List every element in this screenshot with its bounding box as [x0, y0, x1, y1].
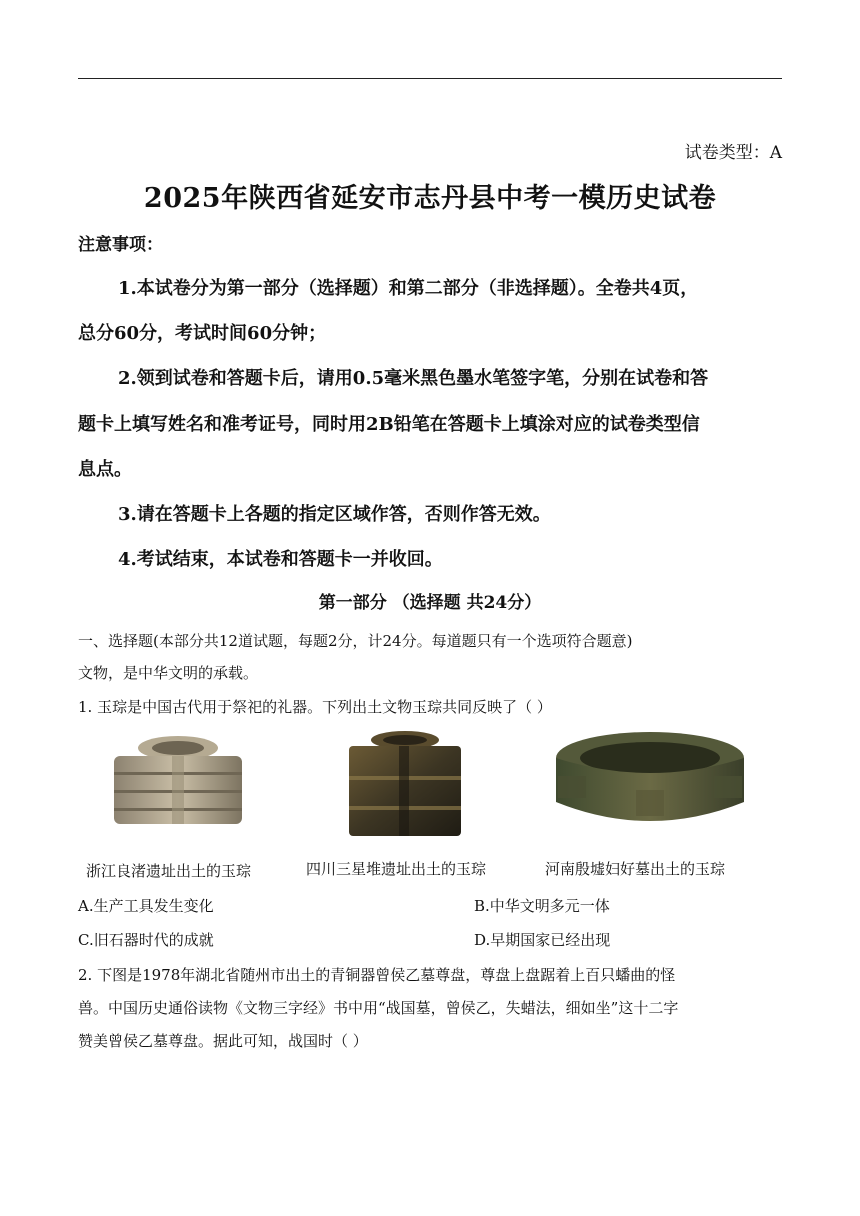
- exam-type-label: 试卷类型：A: [684, 143, 782, 163]
- q1-option-b: B.中华文明多元一体: [474, 897, 610, 915]
- jade-cong-liangzhu-image: [108, 734, 248, 832]
- top-rule: [78, 78, 782, 79]
- notice-line-7: 4.考试结束，本试卷和答题卡一并收回。: [118, 549, 443, 570]
- section-title: 第一部分 （选择题 共24分）: [318, 593, 542, 613]
- jade-cong-fuhao-image: [552, 728, 748, 836]
- caption-fuhao: 河南殷墟妇好墓出土的玉琮: [545, 860, 726, 878]
- notice-line-5: 息点。: [78, 459, 132, 480]
- notice-line-2: 总分60分，考试时间60分钟；: [78, 323, 327, 344]
- section-intro: 一、选择题(本部分共12道试题，每题2分，计24分。每道题只有一个选项符合题意): [78, 632, 633, 650]
- jade-cong-sanxingdui-image: [345, 730, 465, 840]
- question-1-stem: 1. 玉琮是中国古代用于祭祀的礼器。下列出土文物玉琮共同反映了（ ）: [78, 698, 552, 716]
- caption-liangzhu: 浙江良渚遗址出土的玉琮: [86, 862, 252, 880]
- notice-line-3: 2.领到试卷和答题卡后，请用0.5毫米黑色墨水笔签字笔，分别在试卷和答: [118, 368, 709, 389]
- caption-sanxingdui: 四川三星堆遗址出土的玉琮: [306, 860, 487, 878]
- page-title: 2025年陕西省延安市志丹县中考一模历史试卷: [143, 183, 717, 214]
- notice-line-4: 题卡上填写姓名和准考证号，同时用2B铅笔在答题卡上填涂对应的试卷类型信: [78, 414, 700, 435]
- section-subtitle: 文物，是中华文明的承载。: [78, 664, 259, 682]
- question-2-line-2: 兽。中国历史通俗读物《文物三字经》书中用“战国墓，曾侯乙，失蜡法，细如坐”这十二字: [78, 999, 679, 1017]
- q1-option-c: C.旧石器时代的成就: [78, 931, 214, 949]
- question-2-line-1: 2. 下图是1978年湖北省随州市出土的青铜器曾侯乙墓尊盘，尊盘上盘踞着上百只蟠曲的怪: [78, 966, 676, 984]
- q1-option-a: A.生产工具发生变化: [78, 897, 214, 915]
- question-2-line-3: 赞美曾侯乙墓尊盘。据此可知，战国时（ ）: [78, 1032, 368, 1050]
- notice-line-1: 1.本试卷分为第一部分（选择题）和第二部分（非选择题）。全卷共4页，: [118, 278, 699, 299]
- notice-heading: 注意事项：: [78, 235, 163, 255]
- q1-option-d: D.早期国家已经出现: [474, 931, 611, 949]
- notice-line-6: 3.请在答题卡上各题的指定区域作答，否则作答无效。: [118, 504, 551, 525]
